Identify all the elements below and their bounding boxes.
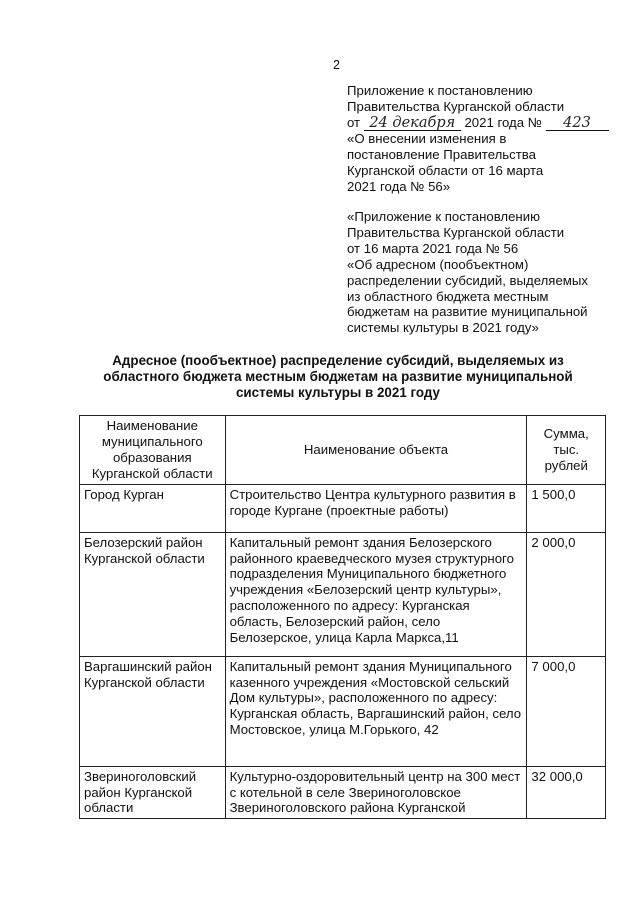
cell-object: Культурно-оздоровительный центр на 300 мест с котельной в селе Звериноголовское Звериноголовского района Курганской [225,766,527,819]
handwritten-date: 24 декабря [364,117,461,131]
appendix-line: Приложение к постановлению [347,83,533,98]
appendix-line: распределении субсидий, выделяемых [347,272,588,288]
header-municipality: Наименование муниципального образования Курганской области [80,416,226,485]
title-line: системы культуры в 2021 году [235,384,441,400]
cell-object: Строительство Центра культурного развития в городе Кургане (проектные работы) [225,484,527,532]
handwritten-number: 423 [546,117,609,131]
appendix-line: «Приложение к постановлению [347,209,540,224]
cell-municipality: Город Курган [80,484,226,532]
document-title [88,353,588,400]
year-label: 2021 года № [464,114,542,130]
appendix-date-line [347,115,617,131]
title-line: Адресное (пообъектное) распределение субсидий, выделяемых из [112,353,564,368]
appendix-line: системы культуры в 2021 году» [347,320,539,336]
header-object: Наименование объекта [225,416,527,485]
cell-object: Капитальный ремонт здания Белозерского районного краеведческого музея структурного подразделения Муниципального бюджетного учреждения «Белозерский центр культуры», расположенного по адресу: Курганская область, Белозерский район, село Белозерское, улица Карла Маркса,11 [225,532,527,656]
appendix-line: «Об адресном (пообъектном) [347,256,529,272]
subsidy-table [79,415,606,819]
appendix-line: Правительства Курганской области [347,98,565,114]
cell-amount: 7 000,0 [527,656,606,766]
page-number: 2 [333,58,340,72]
appendix-line: постановление Правительства [347,146,536,162]
date-prefix: от [347,114,361,130]
original-appendix-header [347,209,617,336]
cell-municipality: Варгашинский район Курганской области [80,656,226,766]
table-row [80,656,606,766]
title-line: областного бюджета местным бюджетам на развитие муниципальной [103,368,573,384]
table-row [80,484,606,532]
cell-municipality: Белозерский район Курганской области [80,532,226,656]
appendix-line: из областного бюджета местным [347,288,549,304]
cell-amount: 32 000,0 [527,766,606,819]
table-header-row [80,416,606,485]
cell-object: Капитальный ремонт здания Муниципального казенного учреждения «Мостовской сельский Дом культуры», расположенного по адресу: Курганская область, Варгашинский район, село Мостовское, улица М.Горького, 42 [225,656,527,766]
appendix-line: от 16 марта 2021 года № 56 [347,240,519,256]
cell-municipality: Звериноголовский район Курганской области [80,766,226,819]
table-row [80,766,606,819]
appendix-line: Правительства Курганской области [347,224,565,240]
appendix-line: «О внесении изменения в [347,130,507,146]
cell-amount: 1 500,0 [527,484,606,532]
appendix-header [347,83,617,194]
appendix-line: Курганской области от 16 марта [347,162,544,178]
cell-amount: 2 000,0 [527,532,606,656]
header-amount: Сумма, тыс. рублей [527,416,606,485]
appendix-line: 2021 года № 56» [347,178,451,194]
table-row [80,532,606,656]
appendix-line: бюджетам на развитие муниципальной [347,304,588,320]
